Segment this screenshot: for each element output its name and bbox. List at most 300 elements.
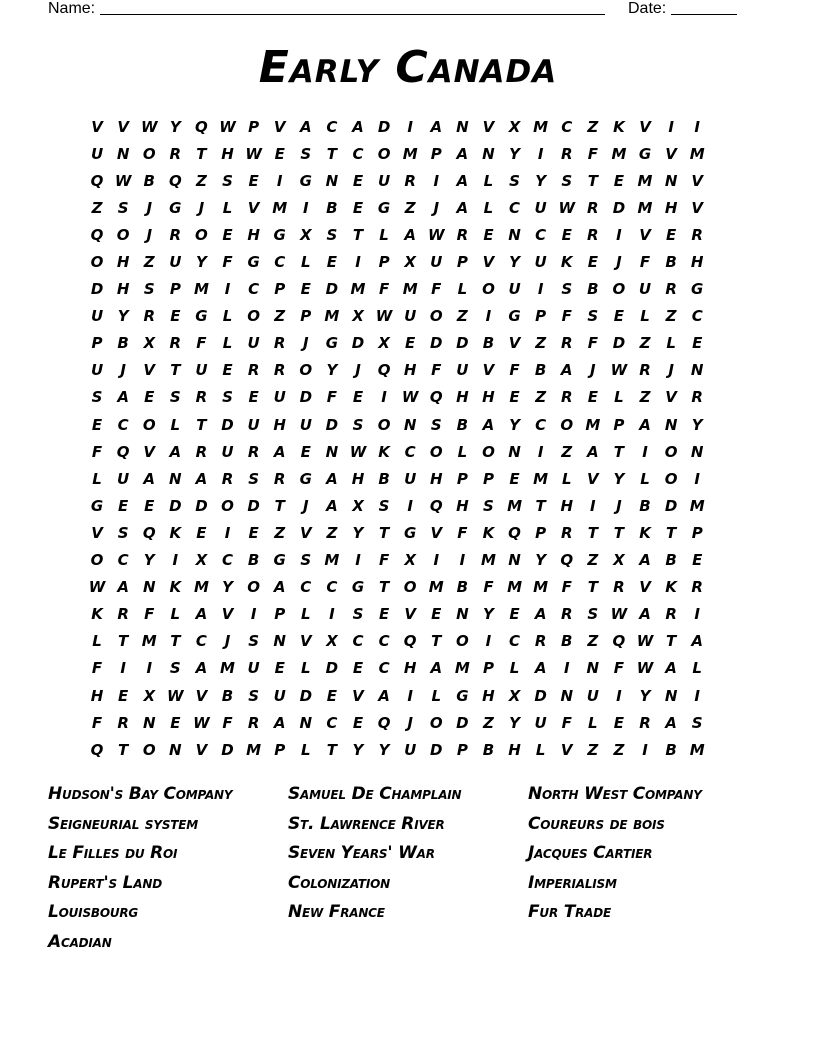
grid-letter[interactable]: T [170,632,181,651]
date-blank[interactable] [671,0,737,15]
grid-letter[interactable]: I [303,198,309,217]
grid-letter[interactable]: N [508,551,521,570]
grid-letter[interactable]: A [169,442,182,461]
grid-letter[interactable]: I [563,659,570,678]
grid-letter[interactable]: I [224,280,231,299]
grid-letter[interactable]: I [407,686,413,705]
grid-letter[interactable]: B [117,334,129,353]
grid-letter[interactable]: L [222,307,233,326]
grid-letter[interactable]: F [222,253,233,272]
grid-letter[interactable]: H [429,469,443,488]
grid-letter[interactable]: I [276,171,283,190]
grid-letter[interactable]: Z [274,523,286,542]
grid-letter[interactable]: R [587,198,599,217]
grid-letter[interactable]: O [560,415,574,434]
grid-letter[interactable]: Q [429,388,443,407]
grid-letter[interactable]: R [639,713,651,732]
grid-letter[interactable]: R [169,334,182,353]
grid-letter[interactable]: C [274,253,286,272]
grid-letter[interactable]: B [456,578,469,597]
grid-letter[interactable]: D [221,740,234,759]
grid-letter[interactable]: O [377,415,391,434]
grid-letter[interactable]: V [482,117,495,136]
grid-letter[interactable]: Y [483,605,494,624]
grid-letter[interactable]: F [509,361,520,380]
grid-letter[interactable]: D [195,496,208,515]
grid-letter[interactable]: N [456,117,469,136]
grid-letter[interactable]: I [537,442,544,461]
grid-letter[interactable]: O [247,307,260,326]
grid-letter[interactable]: O [142,740,156,759]
grid-letter[interactable]: J [616,253,622,272]
grid-letter[interactable]: I [642,740,648,759]
grid-letter[interactable]: R [273,334,286,353]
grid-letter[interactable]: N [142,713,156,732]
grid-letter[interactable]: Q [403,632,417,651]
grid-letter[interactable]: H [482,686,495,705]
grid-letter[interactable]: S [378,496,390,515]
grid-letter[interactable]: A [534,659,547,678]
grid-letter[interactable]: W [636,632,654,651]
grid-letter[interactable]: L [483,198,494,217]
grid-letter[interactable]: U [90,144,104,163]
grid-letter[interactable]: O [664,469,678,488]
grid-letter[interactable]: S [587,605,599,624]
grid-letter[interactable]: E [692,334,703,353]
grid-letter[interactable]: Y [326,361,338,380]
grid-letter[interactable]: A [326,496,338,515]
grid-letter[interactable]: L [457,280,468,299]
grid-letter[interactable]: P [456,469,468,488]
grid-letter[interactable]: E [326,253,338,272]
grid-letter[interactable]: E [561,225,572,244]
grid-letter[interactable]: Y [352,740,364,759]
grid-letter[interactable]: M [141,632,157,651]
grid-letter[interactable]: Z [665,307,677,326]
grid-letter[interactable]: N [508,442,521,461]
grid-letter[interactable]: J [407,713,413,732]
grid-letter[interactable]: N [325,442,339,461]
grid-letter[interactable]: C [326,713,338,732]
grid-letter[interactable]: C [300,578,312,597]
grid-letter[interactable]: I [694,605,700,624]
grid-letter[interactable]: R [613,578,625,597]
grid-letter[interactable]: U [638,280,652,299]
grid-letter[interactable]: N [482,144,495,163]
grid-letter[interactable]: E [170,713,181,732]
grid-letter[interactable]: D [247,496,260,515]
grid-letter[interactable]: E [222,361,233,380]
grid-letter[interactable]: L [692,659,702,678]
grid-letter[interactable]: N [456,605,469,624]
grid-letter[interactable]: A [326,469,338,488]
grid-letter[interactable]: B [639,496,651,515]
grid-letter[interactable]: C [195,632,207,651]
grid-letter[interactable]: U [377,171,391,190]
grid-letter[interactable]: U [586,686,599,705]
grid-letter[interactable]: X [613,551,625,570]
grid-letter[interactable]: I [459,551,466,570]
grid-letter[interactable]: E [352,713,364,732]
grid-letter[interactable]: V [639,578,651,597]
grid-letter[interactable]: O [142,415,156,434]
grid-letter[interactable]: B [143,171,155,190]
grid-letter[interactable]: F [457,523,468,542]
grid-letter[interactable]: T [613,523,625,542]
grid-letter[interactable]: E [118,686,129,705]
grid-letter[interactable]: Q [377,713,391,732]
grid-letter[interactable]: L [92,632,102,651]
grid-letter[interactable]: F [587,334,598,353]
grid-letter[interactable]: I [355,551,361,570]
grid-letter[interactable]: Y [639,686,651,705]
grid-letter[interactable]: R [247,442,260,461]
grid-letter[interactable]: F [639,253,651,272]
grid-letter[interactable]: L [509,659,520,678]
grid-letter[interactable]: T [196,415,207,434]
grid-letter[interactable]: U [169,253,182,272]
grid-letter[interactable]: M [533,117,549,136]
grid-letter[interactable]: Y [509,253,520,272]
grid-letter[interactable]: D [612,334,626,353]
grid-letter[interactable]: O [403,578,417,597]
grid-letter[interactable]: B [482,740,495,759]
grid-letter[interactable]: V [665,144,677,163]
grid-letter[interactable]: R [169,225,182,244]
grid-letter[interactable]: D [221,415,234,434]
grid-letter[interactable]: W [636,659,654,678]
grid-letter[interactable]: G [273,551,286,570]
grid-letter[interactable]: Z [639,388,651,407]
grid-letter[interactable]: F [144,605,155,624]
grid-letter[interactable]: S [326,225,338,244]
grid-letter[interactable]: J [146,198,153,217]
grid-letter[interactable]: O [195,225,208,244]
grid-letter[interactable]: Y [613,469,625,488]
grid-letter[interactable]: A [456,144,469,163]
grid-letter[interactable]: H [456,388,469,407]
grid-letter[interactable]: Z [143,253,155,272]
grid-letter[interactable]: E [587,388,598,407]
grid-letter[interactable]: I [537,280,544,299]
grid-letter[interactable]: R [195,388,208,407]
grid-letter[interactable]: E [431,605,442,624]
grid-letter[interactable]: M [533,578,549,597]
grid-letter[interactable]: Q [116,442,130,461]
grid-letter[interactable]: A [195,469,208,488]
grid-letter[interactable]: Z [195,171,207,190]
grid-letter[interactable]: H [90,686,104,705]
grid-letter[interactable]: Z [561,442,573,461]
grid-letter[interactable]: W [140,117,158,136]
grid-letter[interactable]: F [431,361,442,380]
grid-letter[interactable]: S [248,686,260,705]
grid-letter[interactable]: B [665,740,677,759]
grid-letter[interactable]: N [403,415,417,434]
grid-letter[interactable]: O [455,632,469,651]
grid-letter[interactable]: Z [587,632,599,651]
grid-letter[interactable]: U [404,469,417,488]
grid-letter[interactable]: S [169,659,181,678]
grid-letter[interactable]: P [613,415,625,434]
grid-letter[interactable]: U [247,415,260,434]
grid-letter[interactable]: G [638,144,652,163]
grid-letter[interactable]: T [170,361,181,380]
grid-letter[interactable]: M [507,496,523,515]
grid-letter[interactable]: N [664,686,678,705]
grid-letter[interactable]: A [378,686,390,705]
grid-letter[interactable]: K [378,442,390,461]
grid-letter[interactable]: E [483,225,494,244]
grid-letter[interactable]: S [91,388,103,407]
grid-letter[interactable]: M [689,144,705,163]
grid-letter[interactable]: P [274,280,286,299]
grid-letter[interactable]: U [273,686,286,705]
grid-letter[interactable]: S [509,171,520,190]
grid-letter[interactable]: O [142,144,156,163]
grid-letter[interactable]: L [379,225,389,244]
grid-letter[interactable]: L [588,713,598,732]
grid-letter[interactable]: R [456,225,469,244]
grid-letter[interactable]: A [639,605,651,624]
grid-letter[interactable]: B [534,361,547,380]
grid-letter[interactable]: I [146,659,153,678]
grid-letter[interactable]: Y [509,415,520,434]
grid-letter[interactable]: B [482,334,495,353]
grid-letter[interactable]: G [351,578,365,597]
grid-letter[interactable]: P [482,469,494,488]
grid-letter[interactable]: E [587,253,598,272]
grid-letter[interactable]: J [433,198,440,217]
grid-letter[interactable]: V [221,605,234,624]
grid-letter[interactable]: O [377,144,391,163]
grid-letter[interactable]: L [170,415,181,434]
grid-letter[interactable]: C [535,225,547,244]
grid-letter[interactable]: J [120,361,126,380]
grid-letter[interactable]: N [664,171,678,190]
grid-letter[interactable]: E [352,198,364,217]
grid-letter[interactable]: I [485,632,492,651]
grid-letter[interactable]: T [326,740,337,759]
grid-letter[interactable]: R [247,361,260,380]
grid-letter[interactable]: B [665,551,677,570]
grid-letter[interactable]: E [378,605,390,624]
grid-letter[interactable]: O [482,442,495,461]
grid-letter[interactable]: R [560,523,573,542]
grid-letter[interactable]: Q [90,225,104,244]
grid-letter[interactable]: R [247,713,260,732]
grid-letter[interactable]: T [196,144,207,163]
grid-letter[interactable]: V [91,523,103,542]
grid-letter[interactable]: G [299,171,312,190]
grid-letter[interactable]: E [196,523,207,542]
grid-letter[interactable]: P [378,253,390,272]
grid-letter[interactable]: P [535,307,547,326]
grid-letter[interactable]: M [585,415,601,434]
grid-letter[interactable]: R [117,605,129,624]
grid-letter[interactable]: I [537,144,544,163]
grid-letter[interactable]: A [195,605,208,624]
grid-letter[interactable]: W [88,578,106,597]
grid-letter[interactable]: Y [378,740,390,759]
grid-letter[interactable]: M [611,144,627,163]
grid-letter[interactable]: E [144,388,155,407]
grid-letter[interactable]: A [430,659,443,678]
grid-letter[interactable]: Q [90,171,104,190]
grid-letter[interactable]: I [355,253,361,272]
grid-letter[interactable]: R [665,605,677,624]
grid-letter[interactable]: P [430,144,442,163]
grid-letter[interactable]: S [222,171,233,190]
grid-letter[interactable]: U [456,361,469,380]
grid-letter[interactable]: N [169,469,182,488]
grid-letter[interactable]: A [117,578,129,597]
grid-letter[interactable]: I [120,659,126,678]
grid-letter[interactable]: T [378,523,390,542]
grid-letter[interactable]: H [116,280,130,299]
grid-letter[interactable]: C [326,117,338,136]
grid-letter[interactable]: R [169,144,182,163]
grid-letter[interactable]: I [642,442,648,461]
grid-letter[interactable]: R [691,388,703,407]
grid-letter[interactable]: A [273,442,286,461]
grid-letter[interactable]: P [300,307,312,326]
grid-letter[interactable]: A [560,361,573,380]
grid-letter[interactable]: S [248,632,260,651]
grid-letter[interactable]: O [429,713,443,732]
grid-letter[interactable]: U [90,307,104,326]
grid-letter[interactable]: Z [613,740,625,759]
grid-letter[interactable]: N [142,578,156,597]
grid-letter[interactable]: B [247,551,260,570]
grid-letter[interactable]: A [352,117,364,136]
grid-letter[interactable]: D [299,388,313,407]
grid-letter[interactable]: V [691,171,703,190]
grid-letter[interactable]: I [172,551,179,570]
grid-letter[interactable]: K [482,523,495,542]
grid-letter[interactable]: J [303,496,309,515]
grid-letter[interactable]: U [508,280,521,299]
grid-letter[interactable]: L [301,740,311,759]
grid-letter[interactable]: U [117,469,130,488]
grid-letter[interactable]: W [245,144,262,163]
grid-letter[interactable]: D [299,686,313,705]
grid-letter[interactable]: R [639,361,651,380]
grid-letter[interactable]: V [195,740,208,759]
grid-letter[interactable]: V [560,740,573,759]
grid-letter[interactable]: Q [377,361,391,380]
grid-letter[interactable]: S [248,469,260,488]
grid-letter[interactable]: X [143,686,156,705]
grid-letter[interactable]: X [508,686,521,705]
grid-letter[interactable]: R [691,578,703,597]
grid-letter[interactable]: T [352,225,364,244]
grid-letter[interactable]: X [143,334,156,353]
grid-letter[interactable]: Y [195,253,207,272]
grid-letter[interactable]: D [430,740,443,759]
grid-letter[interactable]: Y [117,307,129,326]
grid-letter[interactable]: A [587,442,599,461]
grid-letter[interactable]: D [169,496,182,515]
grid-letter[interactable]: C [691,307,703,326]
grid-letter[interactable]: A [456,198,469,217]
grid-letter[interactable]: M [193,578,209,597]
grid-letter[interactable]: Y [169,117,181,136]
grid-letter[interactable]: W [167,686,184,705]
grid-letter[interactable]: N [690,442,704,461]
grid-letter[interactable]: F [561,713,572,732]
grid-letter[interactable]: H [508,740,521,759]
grid-letter[interactable]: V [482,361,495,380]
grid-letter[interactable]: Z [639,334,651,353]
grid-letter[interactable]: O [90,551,104,570]
grid-letter[interactable]: V [482,253,495,272]
grid-letter[interactable]: J [355,361,361,380]
grid-letter[interactable]: V [299,632,312,651]
grid-letter[interactable]: A [273,578,286,597]
grid-letter[interactable]: D [377,117,391,136]
grid-letter[interactable]: M [272,198,288,217]
grid-letter[interactable]: E [613,713,625,732]
grid-letter[interactable]: U [195,361,208,380]
grid-letter[interactable]: G [691,280,704,299]
grid-letter[interactable]: U [404,307,417,326]
grid-letter[interactable]: V [587,469,599,488]
grid-letter[interactable]: Z [456,307,468,326]
grid-letter[interactable]: Z [587,117,599,136]
grid-letter[interactable]: D [325,415,339,434]
grid-letter[interactable]: H [247,225,260,244]
grid-letter[interactable]: E [692,551,703,570]
grid-letter[interactable]: W [610,361,628,380]
grid-letter[interactable]: C [561,117,573,136]
grid-letter[interactable]: F [196,334,207,353]
grid-letter[interactable]: R [691,225,703,244]
grid-letter[interactable]: N [690,361,704,380]
grid-letter[interactable]: Y [535,551,547,570]
grid-letter[interactable]: R [560,388,573,407]
grid-letter[interactable]: V [430,523,443,542]
grid-letter[interactable]: U [221,442,234,461]
grid-letter[interactable]: W [219,117,236,136]
grid-letter[interactable]: N [273,632,286,651]
grid-letter[interactable]: E [248,171,259,190]
grid-letter[interactable]: P [248,117,260,136]
grid-letter[interactable]: M [637,171,653,190]
grid-letter[interactable]: G [273,225,286,244]
grid-letter[interactable]: L [535,740,546,759]
grid-letter[interactable]: K [169,523,182,542]
grid-letter[interactable]: P [482,659,494,678]
grid-letter[interactable]: S [117,523,129,542]
grid-letter[interactable]: L [561,469,572,488]
grid-letter[interactable]: G [299,469,312,488]
grid-letter[interactable]: E [170,307,181,326]
grid-letter[interactable]: P [274,605,286,624]
grid-letter[interactable]: F [431,280,442,299]
grid-letter[interactable]: L [222,198,233,217]
grid-letter[interactable]: G [325,334,339,353]
grid-letter[interactable]: L [222,334,233,353]
grid-letter[interactable]: D [456,334,469,353]
grid-letter[interactable]: G [195,307,208,326]
grid-letter[interactable]: Q [560,551,574,570]
grid-letter[interactable]: C [509,632,521,651]
grid-letter[interactable]: V [143,361,156,380]
grid-letter[interactable]: E [613,171,625,190]
grid-letter[interactable]: I [433,551,440,570]
grid-letter[interactable]: G [169,198,182,217]
